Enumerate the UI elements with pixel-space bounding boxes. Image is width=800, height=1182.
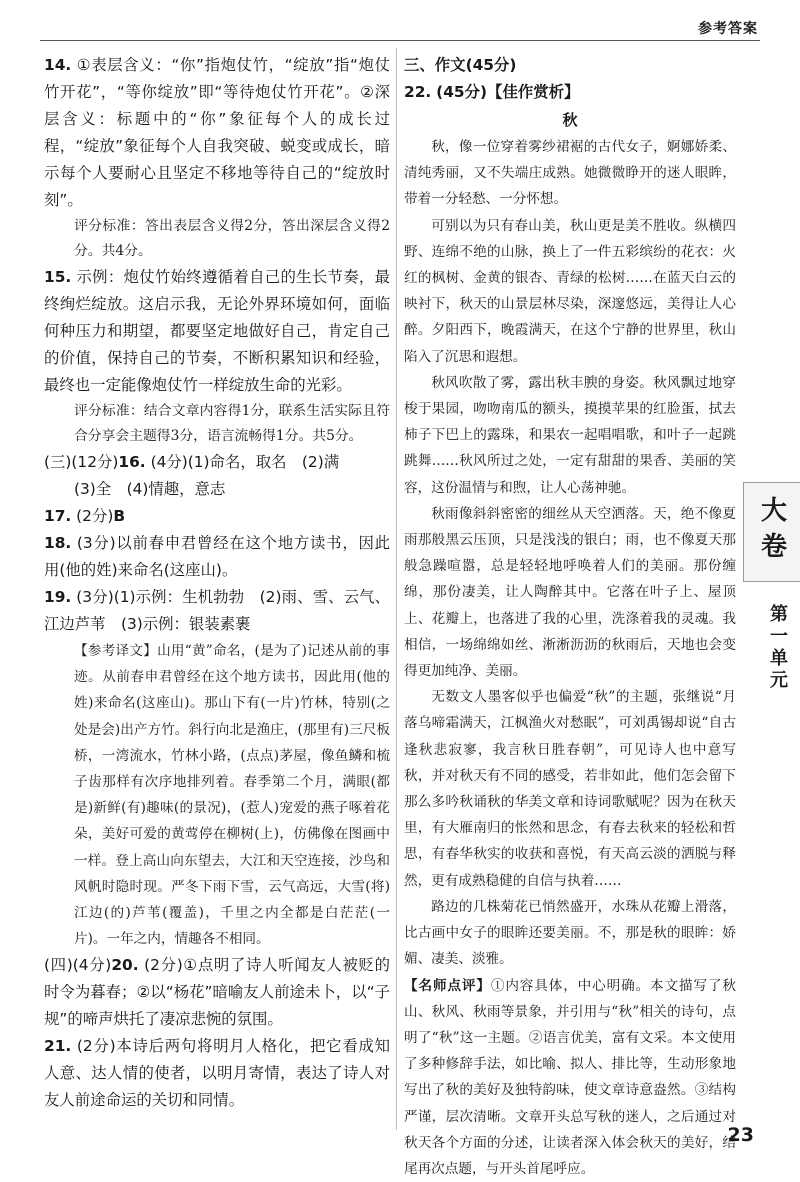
unit-label: 第一单元 [764,604,790,692]
page-number: 23 [728,1124,754,1146]
header-rule [40,40,760,41]
right-column [404,52,736,1182]
answer-22: 22. (45分)【佳作赏析】 [404,79,736,106]
reference-translation: 【参考译文】山用“黄”命名，(是为了)记述从前的事迹。从前春申君曾经在这个地方读书，因此用(他的姓)来命名(这座山)。那山下有(一片)竹林，特别(之处是会)出产方竹。斜行向北是渔庄，(那里有)三尺板桥，一湾流水，竹林小路，(点点)茅屋，像鱼鳞和梳子齿那样有次序地排列着。春季第二个月，满眼(都是)新鲜(有)趣味(的景况)，(惹人)宠爱的燕子啄着花朵，美好可爱的黄莺停在柳树(上)，仿佛像在图画中一样。登上高山向东望去，大江和天空连接，沙鸟和风帆时隐时现。严冬下雨下雪，云气高远，大雪(将)江边(的)芦苇(覆盖)，千里之内全都是白茫茫(一片)。一年之内，情趣各不相同。 [44,638,390,952]
side-tab [743,482,800,582]
scoring-14: 评分标准：答出表层含义得2分，答出深层含义得2分。共4分。 [44,214,390,264]
answer-19: 19. (3分)(1)示例：生机勃勃 (2)雨、雪、云气、江边芦苇 (3)示例：银装素裹 [44,584,390,638]
scoring-15: 评分标准：结合文章内容得1分，联系生活实际且符合分享会主题得3分，语言流畅得1分。共5分。 [44,399,390,449]
essay-title: 秋 [404,106,736,134]
left-column [44,52,390,1114]
teacher-comment: 【名师点评】①内容具体，中心明确。本文描写了秋山、秋风、秋雨等景象，并引用与“秋”相关的诗句，点明了“秋”这一主题。②语言优美，富有文采。本文使用了多种修辞手法，如比喻、拟人、排比等，生动形象地写出了秋的美好及独特韵味，使文章诗意盎然。③结构严谨，层次清晰。文章开头总写秋的迷人，之后通过对秋天各个方面的分述，让读者深入体会秋天的美好，结尾再次点题，与开头首尾呼应。 [404,973,736,1182]
answer-17: 17. (2分)B [44,503,390,530]
essay-paragraph: 秋风吹散了雾，露出秋丰腴的身姿。秋风飘过地穿梭于果园，吻吻南瓜的额头，摸摸苹果的红脸蛋，拭去柿子下巴上的露珠，和果农一起唱唱歌，和叶子一起跳跳舞……秋风所过之处，一定有甜甜的果香、美丽的笑容，这份温情与和煦，让人心荡神驰。 [404,370,736,501]
answer-14: 14. ①表层含义：“你”指炮仗竹，“绽放”指“炮仗竹开花”，“等你绽放”即“等待炮仗竹开花”。②深层含义：标题中的“你”象征每个人的成长过程，“绽放”象征每个人自我突破、蜕变或成长，暗示每个人要耐心且坚定不移地等待自己的“绽放时刻”。 [44,52,390,214]
answer-18: 18. (3分)以前春申君曾经在这个地方读书，因此用(他的姓)来命名(这座山)。 [44,530,390,584]
section-title: 三、作文(45分) [404,52,736,79]
header-title: 参考答案 [698,18,758,38]
answer-16: (三)(12分)16. (4分)(1)命名，取名 (2)满 [44,449,390,476]
side-tab-label: 大卷 [754,496,791,568]
answer-21: 21. (2分)本诗后两句将明月人格化，把它看成知人意、达人情的使者，以明月寄情，表达了诗人对友人前途命运的关切和同情。 [44,1033,390,1114]
essay-paragraph: 路边的几株菊花已悄然盛开，水珠从花瓣上滑落，比古画中女子的眼眸还要美丽。不，那是秋的眼眸：娇媚、凄美、淡雅。 [404,894,736,973]
answer-15: 15. 示例：炮仗竹始终遵循着自己的生长节奏，最终绚烂绽放。这启示我，无论外界环境如何，面临何种压力和期望，都要坚定地做好自己，肯定自己的价值，保持自己的节奏，不断积累知识和经验，最终也一定能像炮仗竹一样绽放生命的光彩。 [44,264,390,399]
essay-paragraph: 可别以为只有春山美，秋山更是美不胜收。纵横四野、连绵不绝的山脉，换上了一件五彩缤纷的花衣：火红的枫树、金黄的银杏、青绿的松树……在蓝天白云的映衬下，秋天的山景层林尽染，深邃悠远，美得让人心醉。夕阳西下，晚霞满天，在这个宁静的世界里，秋山陷入了沉思和遐想。 [404,213,736,370]
answer-20: (四)(4分)20. (2分)①点明了诗人听闻友人被贬的时令为暮春；②以“杨花”暗喻友人前途未卜，以“子规”的啼声烘托了凄凉悲惋的氛围。 [44,952,390,1033]
answer-16-cont: (3)全 (4)情趣，意志 [44,476,390,503]
column-divider [396,48,397,1130]
essay-paragraph: 秋雨像斜斜密密的细丝从天空洒落。天，绝不像夏雨那般黑云压顶，只是浅浅的银白；雨，也不像夏天那般急躁喧嚣，总是轻轻地呼唤着人们的美丽。那份缠绵，那份凄美，让人陶醉其中。它落在叶子上、屋顶上、花瓣上，也落进了我的心里，洗涤着我的灵魂。我相信，一场绵绵如丝、淅淅沥沥的秋雨后，天地也会变得更加纯净、美丽。 [404,501,736,684]
essay-paragraph: 秋，像一位穿着雾纱裙裾的古代女子，婀娜娇柔、清纯秀丽，又不失端庄成熟。她微微睁开的迷人眼眸，带着一分轻愁、一分怀想。 [404,134,736,213]
essay-paragraph: 无数文人墨客似乎也偏爱“秋”的主题，张继说“月落乌啼霜满天，江枫渔火对愁眠”，可刘禹锡却说“自古逢秋悲寂寥，我言秋日胜春朝”，可见诗人也中意写秋，并对秋天有不同的感受，若非如此，他们怎会留下那么多吟秋诵秋的华美文章和诗词歌赋呢？因为在秋天里，有大雁南归的怅然和思念，有春去秋来的轻松和哲思，有春华秋实的收获和喜悦，有天高云淡的洒脱与释然，更有成熟稳健的自信与执着…… [404,684,736,894]
